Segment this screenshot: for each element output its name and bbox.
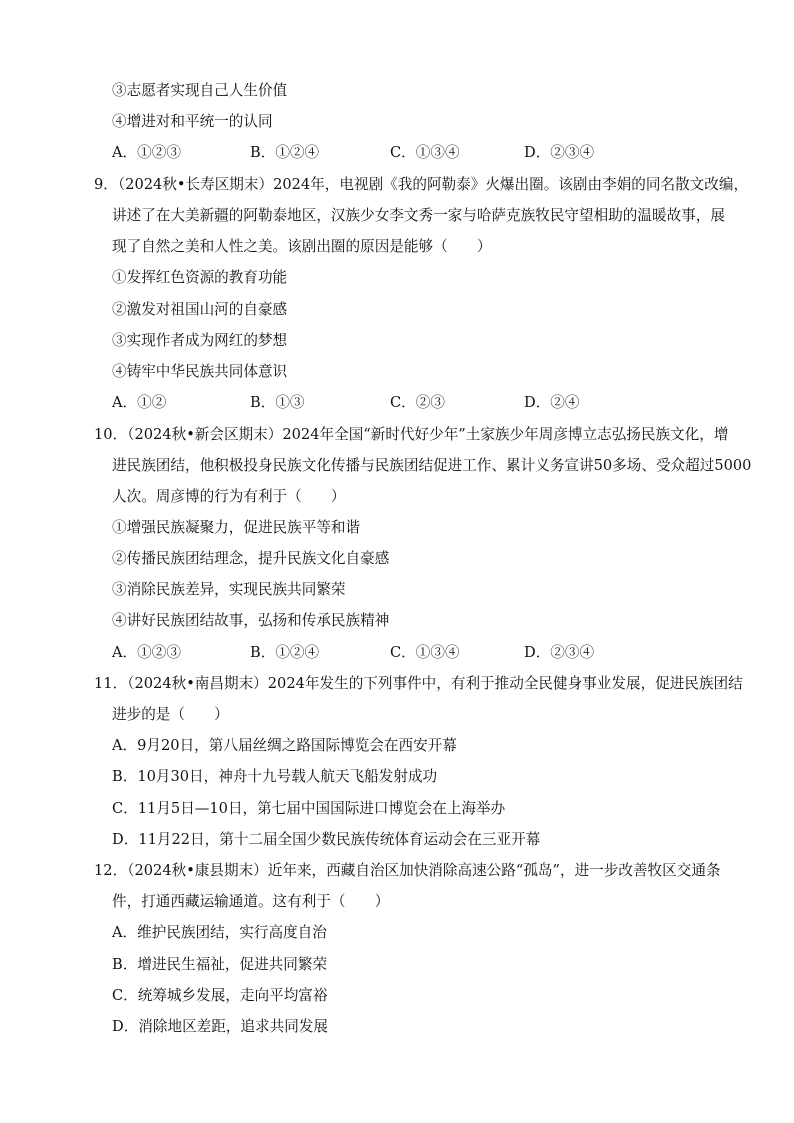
- q11-stem-line-1: 11．（2024秋•南昌期末）2024年发生的下列事件中，有利于推动全民健身事业发展，促进民族团结: [94, 675, 743, 692]
- q10-statement-4: ④讲好民族团结故事，弘扬和传承民族精神: [112, 612, 390, 629]
- q9-option-b: B．①③: [250, 394, 305, 411]
- q9-stem-line-2: 讲述了在大美新疆的阿勒泰地区，汉族少女李文秀一家与哈萨克族牧民守望相助的温暖故事，展: [112, 207, 725, 224]
- q11-option-d: D．11月22日，第十二届全国少数民族传统体育运动会在三亚开幕: [112, 831, 541, 848]
- q10-statement-3: ③消除民族差异，实现民族共同繁荣: [112, 581, 346, 598]
- q11-stem-line-2: 进步的是（ ）: [112, 706, 229, 723]
- q8-option-d: D．②③④: [524, 144, 595, 161]
- q12-stem-line-1: 12．（2024秋•康县期末）近年来，西藏自治区加快消除高速公路“孤岛”，进一步改善牧区交通条: [94, 862, 721, 879]
- q9-statement-2: ②激发对祖国山河的自豪感: [112, 301, 288, 318]
- q8-option-a: A．①②③: [112, 144, 181, 161]
- q9-options: [112, 393, 672, 413]
- q9-statement-4: ④铸牢中华民族共同体意识: [112, 363, 288, 380]
- q9-option-d: D．②④: [524, 394, 580, 411]
- q10-options: [112, 643, 672, 663]
- q12-option-a: A．维护民族团结，实行高度自治: [112, 924, 327, 941]
- q9-option-a: A．①②: [112, 394, 167, 411]
- q8-option-b: B．①②④: [250, 144, 320, 161]
- q10-statement-2: ②传播民族团结理念，提升民族文化自豪感: [112, 550, 390, 567]
- q9-statement-3: ③实现作者成为网红的梦想: [112, 332, 288, 349]
- q11-option-b: B．10月30日，神舟十九号载人航天飞船发射成功: [112, 768, 438, 785]
- q12-option-c: C．统筹城乡发展，走向平均富裕: [112, 987, 328, 1004]
- q11-option-a: A．9月20日，第八届丝绸之路国际博览会在西安开幕: [112, 737, 457, 754]
- q10-option-d: D．②③④: [524, 644, 595, 661]
- q12-stem-line-2: 件，打通西藏运输通道。这有利于（ ）: [112, 893, 390, 910]
- q9-stem-line-1: 9．（2024秋•长寿区期末）2024年，电视剧《我的阿勒泰》火爆出圈。该剧由李娟的同名散文改编，: [94, 176, 749, 193]
- q9-stem-line-3: 现了自然之美和人性之美。该剧出圈的原因是能够（ ）: [112, 238, 492, 255]
- q12-option-b: B．增进民生福祉，促进共同繁荣: [112, 956, 328, 973]
- q10-option-c: C．①③④: [390, 644, 460, 661]
- q8-options: [112, 143, 672, 163]
- q12-option-d: D．消除地区差距，追求共同发展: [112, 1018, 329, 1035]
- q10-option-b: B．①②④: [250, 644, 320, 661]
- q10-statement-1: ①增强民族凝聚力，促进民族平等和谐: [112, 519, 361, 536]
- q11-option-c: C．11月5日—10日，第七届中国国际进口博览会在上海举办: [112, 800, 506, 817]
- q10-stem-line-1: 10．（2024秋•新会区期末）2024年全国“新时代好少年”土家族少年周彦博立志弘扬民族文化，增: [94, 426, 729, 443]
- q8-option-c: C．①③④: [390, 144, 460, 161]
- q10-stem-line-3: 人次。周彦博的行为有利于（ ）: [112, 488, 346, 505]
- q10-stem-line-2: 进民族团结，他积极投身民族文化传播与民族团结促进工作、累计义务宣讲50多场、受众超过5000: [112, 457, 752, 474]
- q9-option-c: C．②③: [390, 394, 445, 411]
- q8-statement-4: ④增进对和平统一的认同: [112, 113, 273, 130]
- q10-option-a: A．①②③: [112, 644, 181, 661]
- q9-statement-1: ①发挥红色资源的教育功能: [112, 269, 288, 286]
- q8-statement-3: ③志愿者实现自己人生价值: [112, 82, 288, 99]
